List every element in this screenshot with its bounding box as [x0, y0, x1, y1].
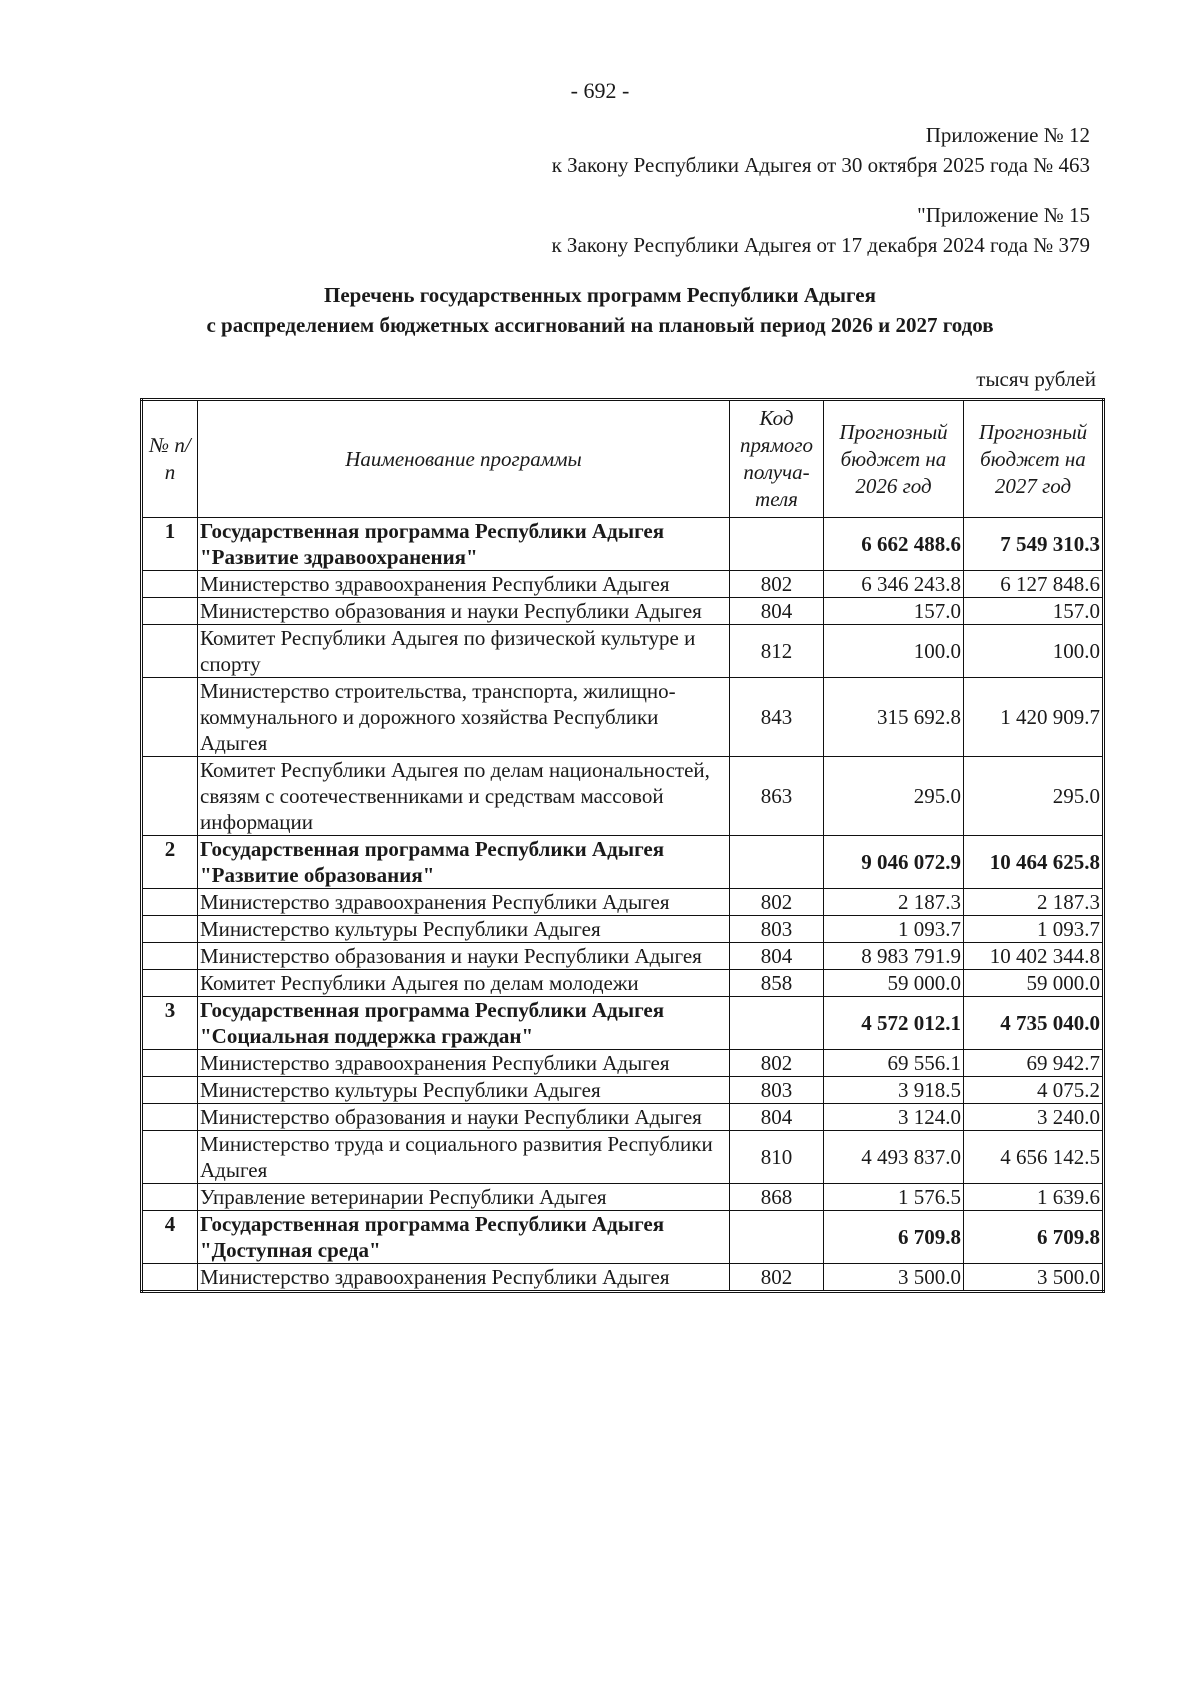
recipient-code: 858	[730, 970, 824, 997]
recipient-row	[142, 571, 1104, 598]
budget-2026-value: 1 093.7	[824, 916, 964, 943]
program-row	[142, 997, 1104, 1050]
budget-2026-value: 69 556.1	[824, 1050, 964, 1077]
row-number	[142, 916, 198, 943]
appendix-number: Приложение № 12	[925, 123, 1090, 147]
budget-2027-value: 4 735 040.0	[964, 997, 1104, 1050]
row-number: 2	[142, 836, 198, 889]
program-row	[142, 1211, 1104, 1264]
recipient-code: 803	[730, 1077, 824, 1104]
program-name: Государственная программа Республики Адыгея "Доступная среда"	[198, 1211, 730, 1264]
header-budget-2026: Прогнозный бюджет на 2026 год	[824, 400, 964, 518]
budget-2026-value: 6 662 488.6	[824, 518, 964, 571]
budget-2027-value: 6 709.8	[964, 1211, 1104, 1264]
recipient-name: Министерство строительства, транспорта, жилищно-коммунального и дорожного хозяйства Республики Адыгея	[198, 678, 730, 757]
recipient-name: Комитет Республики Адыгея по физической культуре и спорту	[198, 625, 730, 678]
recipient-code: 843	[730, 678, 824, 757]
recipient-name: Комитет Республики Адыгея по делам молодежи	[198, 970, 730, 997]
recipient-row	[142, 1104, 1104, 1131]
recipient-row	[142, 757, 1104, 836]
budget-2026-value: 2 187.3	[824, 889, 964, 916]
table-header-row	[142, 400, 1104, 518]
recipient-name: Министерство здравоохранения Республики Адыгея	[198, 1050, 730, 1077]
recipient-code	[730, 836, 824, 889]
budget-2027-value: 4 075.2	[964, 1077, 1104, 1104]
header-number: № п/п	[142, 400, 198, 518]
budget-2026-value: 6 709.8	[824, 1211, 964, 1264]
budget-2026-value: 3 918.5	[824, 1077, 964, 1104]
budget-2026-value: 59 000.0	[824, 970, 964, 997]
row-number	[142, 943, 198, 970]
row-number	[142, 678, 198, 757]
budget-2027-value: 69 942.7	[964, 1050, 1104, 1077]
program-name: Государственная программа Республики Адыгея "Развитие образования"	[198, 836, 730, 889]
row-number	[142, 1131, 198, 1184]
budget-2026-value: 295.0	[824, 757, 964, 836]
budget-2027-value: 4 656 142.5	[964, 1131, 1104, 1184]
appendix-reference-current	[552, 120, 1090, 180]
budget-2027-value: 7 549 310.3	[964, 518, 1104, 571]
row-number	[142, 571, 198, 598]
header-recipient-code: Код прямого получа-теля	[730, 400, 824, 518]
budget-2026-value: 4 572 012.1	[824, 997, 964, 1050]
row-number	[142, 598, 198, 625]
program-name: Государственная программа Республики Адыгея "Социальная поддержка граждан"	[198, 997, 730, 1050]
row-number	[142, 1050, 198, 1077]
recipient-code: 802	[730, 1264, 824, 1292]
budget-2026-value: 9 046 072.9	[824, 836, 964, 889]
appendix-law-reference: к Закону Республики Адыгея от 30 октября 2025 года № 463	[551, 153, 1090, 177]
recipient-code: 802	[730, 571, 824, 598]
recipient-name: Министерство образования и науки Республики Адыгея	[198, 598, 730, 625]
page-number: - 692 -	[570, 78, 630, 103]
budget-2027-value: 1 093.7	[964, 916, 1104, 943]
recipient-row	[142, 625, 1104, 678]
row-number	[142, 889, 198, 916]
budget-2026-value: 3 500.0	[824, 1264, 964, 1292]
recipient-row	[142, 1131, 1104, 1184]
recipient-code: 804	[730, 943, 824, 970]
budget-2027-value: 157.0	[964, 598, 1104, 625]
recipient-code: 803	[730, 916, 824, 943]
program-name: Государственная программа Республики Адыгея "Развитие здравоохранения"	[198, 518, 730, 571]
appendix-law-reference: к Закону Республики Адыгея от 17 декабря 2024 года № 379	[551, 233, 1090, 257]
recipient-row	[142, 889, 1104, 916]
budget-2026-value: 100.0	[824, 625, 964, 678]
budget-2027-value: 3 500.0	[964, 1264, 1104, 1292]
recipient-code: 863	[730, 757, 824, 836]
header-program-name: Наименование программы	[198, 400, 730, 518]
row-number	[142, 1184, 198, 1211]
recipient-row	[142, 1184, 1104, 1211]
program-row	[142, 836, 1104, 889]
budget-2027-value: 6 127 848.6	[964, 571, 1104, 598]
budget-2027-value: 2 187.3	[964, 889, 1104, 916]
recipient-code: 812	[730, 625, 824, 678]
recipient-code	[730, 518, 824, 571]
recipient-row	[142, 916, 1104, 943]
units-label: тысяч рублей	[976, 367, 1096, 391]
recipient-code: 810	[730, 1131, 824, 1184]
row-number	[142, 1264, 198, 1292]
budget-2026-value: 8 983 791.9	[824, 943, 964, 970]
document-title	[0, 280, 1200, 340]
recipient-row	[142, 598, 1104, 625]
row-number: 3	[142, 997, 198, 1050]
recipient-code: 802	[730, 889, 824, 916]
recipient-name: Министерство труда и социального развития Республики Адыгея	[198, 1131, 730, 1184]
recipient-code	[730, 997, 824, 1050]
recipient-name: Министерство образования и науки Республики Адыгея	[198, 1104, 730, 1131]
budget-2026-value: 315 692.8	[824, 678, 964, 757]
row-number: 4	[142, 1211, 198, 1264]
row-number	[142, 625, 198, 678]
budget-2027-value: 10 464 625.8	[964, 836, 1104, 889]
budget-2026-value: 6 346 243.8	[824, 571, 964, 598]
row-number	[142, 1104, 198, 1131]
recipient-name: Министерство здравоохранения Республики Адыгея	[198, 1264, 730, 1292]
recipient-code: 804	[730, 598, 824, 625]
row-number	[142, 970, 198, 997]
budget-2027-value: 10 402 344.8	[964, 943, 1104, 970]
budget-2027-value: 3 240.0	[964, 1104, 1104, 1131]
recipient-code: 802	[730, 1050, 824, 1077]
document-title-line: Перечень государственных программ Республики Адыгея	[324, 283, 876, 307]
recipient-row	[142, 943, 1104, 970]
budget-2027-value: 1 420 909.7	[964, 678, 1104, 757]
recipient-row	[142, 970, 1104, 997]
recipient-name: Министерство культуры Республики Адыгея	[198, 916, 730, 943]
appendix-reference-amended	[551, 200, 1090, 260]
document-title-line: с распределением бюджетных ассигнований на плановый период 2026 и 2027 годов	[206, 313, 994, 337]
program-row	[142, 518, 1104, 571]
table-body	[142, 518, 1104, 1292]
recipient-row	[142, 678, 1104, 757]
recipient-name: Министерство здравоохранения Республики Адыгея	[198, 571, 730, 598]
budget-2026-value: 4 493 837.0	[824, 1131, 964, 1184]
recipient-name: Министерство здравоохранения Республики Адыгея	[198, 889, 730, 916]
row-number	[142, 1077, 198, 1104]
budget-2027-value: 295.0	[964, 757, 1104, 836]
recipient-name: Министерство образования и науки Республики Адыгея	[198, 943, 730, 970]
header-budget-2027: Прогнозный бюджет на 2027 год	[964, 400, 1104, 518]
row-number: 1	[142, 518, 198, 571]
recipient-row	[142, 1264, 1104, 1292]
recipient-code	[730, 1211, 824, 1264]
budget-2026-value: 1 576.5	[824, 1184, 964, 1211]
budget-2026-value: 3 124.0	[824, 1104, 964, 1131]
row-number	[142, 757, 198, 836]
recipient-code: 868	[730, 1184, 824, 1211]
budget-2027-value: 100.0	[964, 625, 1104, 678]
budget-2027-value: 59 000.0	[964, 970, 1104, 997]
budget-2027-value: 1 639.6	[964, 1184, 1104, 1211]
recipient-row	[142, 1050, 1104, 1077]
recipient-name: Управление ветеринарии Республики Адыгея	[198, 1184, 730, 1211]
recipient-code: 804	[730, 1104, 824, 1131]
appendix-number: "Приложение № 15	[917, 203, 1090, 227]
recipient-name: Комитет Республики Адыгея по делам национальностей, связям с соотечественниками и средствам массовой информации	[198, 757, 730, 836]
budget-2026-value: 157.0	[824, 598, 964, 625]
recipient-row	[142, 1077, 1104, 1104]
recipient-name: Министерство культуры Республики Адыгея	[198, 1077, 730, 1104]
budget-table	[140, 398, 1105, 1293]
